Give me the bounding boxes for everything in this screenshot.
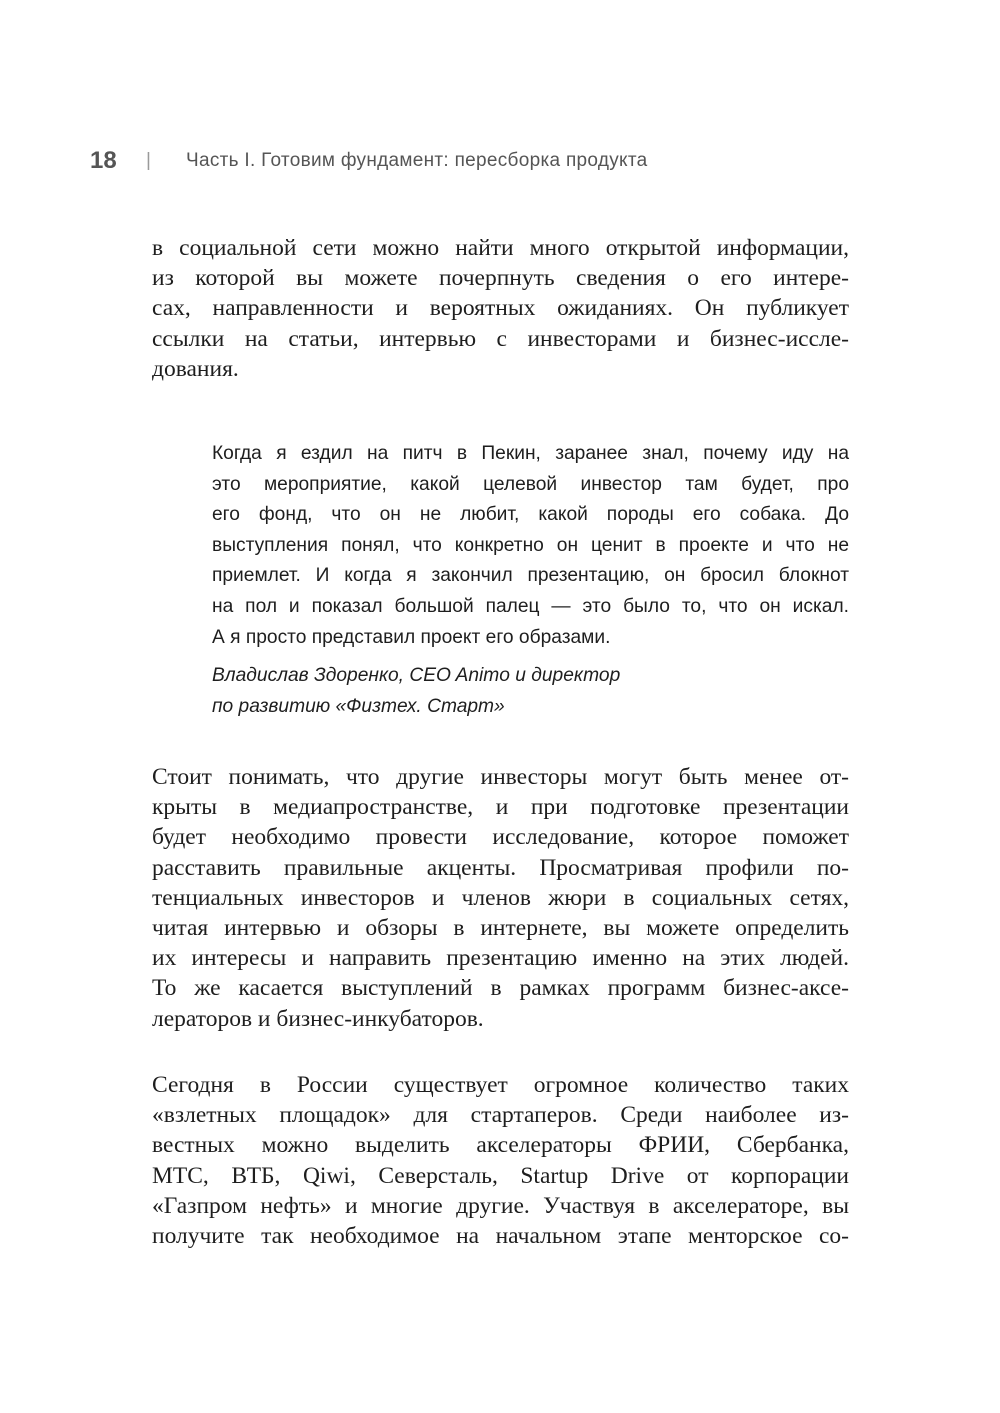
paragraph-2 [152,762,849,1034]
chapter-title: Часть I. Готовим фундамент: пересборка продукта [186,150,648,171]
text-line: МТС, ВТБ, Qiwi, Северсталь, Startup Drive от корпорации [152,1162,849,1189]
quote-line: его фонд, что он не любит, какой породы его собака. До [212,504,849,526]
text-line: из которой вы можете почерпнуть сведения о его интере- [152,265,849,292]
text-line: «Газпром нефть» и многие другие. Участвуя в акселераторе, вы [152,1192,849,1219]
text-line: их интересы и направить презентацию именно на этих людей. [152,945,849,972]
text-line: получите так необходимое на начальном этапе менторское со- [152,1223,849,1250]
text-line: в социальной сети можно найти много открытой информации, [152,235,849,261]
text-line: «взлетных площадок» для стартаперов. Среди наиболее из- [152,1102,849,1129]
attribution-line: по развитию «Физтех. Старт» [212,695,505,717]
quote-line: это мероприятие, какой целевой инвестор там будет, про [212,473,849,495]
running-head [90,143,648,179]
text-line: Сегодня в России существует огромное количество таких [152,1072,849,1098]
quote-line: выступления понял, что конкретно он ценит в проекте и что не [212,534,849,556]
paragraph-3 [152,1070,849,1251]
text-line: дования. [152,355,239,382]
page-number: 18 [90,147,117,174]
text-line: ссылки на статьи, интервью с инвесторами и бизнес-иссле- [152,325,849,352]
quote-line: приемлет. И когда я закончил презентацию, он бросил блокнот [212,565,849,587]
pull-quote [212,439,849,653]
text-line: читая интервью и обзоры в интернете, вы можете определить [152,915,849,942]
quote-line: А я просто представил проект его образами. [212,626,611,648]
attribution-line: Владислав Здоренко, CEO Animo и директор [212,665,621,686]
quote-line: Когда я ездил на питч в Пекин, заранее знал, почему иду на [212,443,849,464]
quote-attribution [212,661,849,722]
text-line: будет необходимо провести исследование, которое поможет [152,824,849,851]
text-line: тенциальных инвесторов и членов жюри в социальных сетях, [152,884,849,911]
paragraph-1 [152,233,849,384]
text-line: Стоит понимать, что другие инвесторы могут быть менее от- [152,764,849,790]
text-line: сах, направленности и вероятных ожиданиях. Он публикует [152,295,849,322]
text-line: лераторов и бизнес-инкубаторов. [152,1005,484,1032]
text-line: То же касается выступлений в рамках программ бизнес-аксе- [152,975,849,1002]
quote-line: на пол и показал большой палец — это было то, что он искал. [212,595,849,617]
text-line: вестных можно выделить акселераторы ФРИИ, Сбербанка, [152,1132,849,1159]
text-line: расставить правильные акценты. Просматривая профили по- [152,854,849,881]
text-line: крыты в медиапространстве, и при подготовке презентации [152,794,849,821]
header-divider: | [146,150,151,171]
